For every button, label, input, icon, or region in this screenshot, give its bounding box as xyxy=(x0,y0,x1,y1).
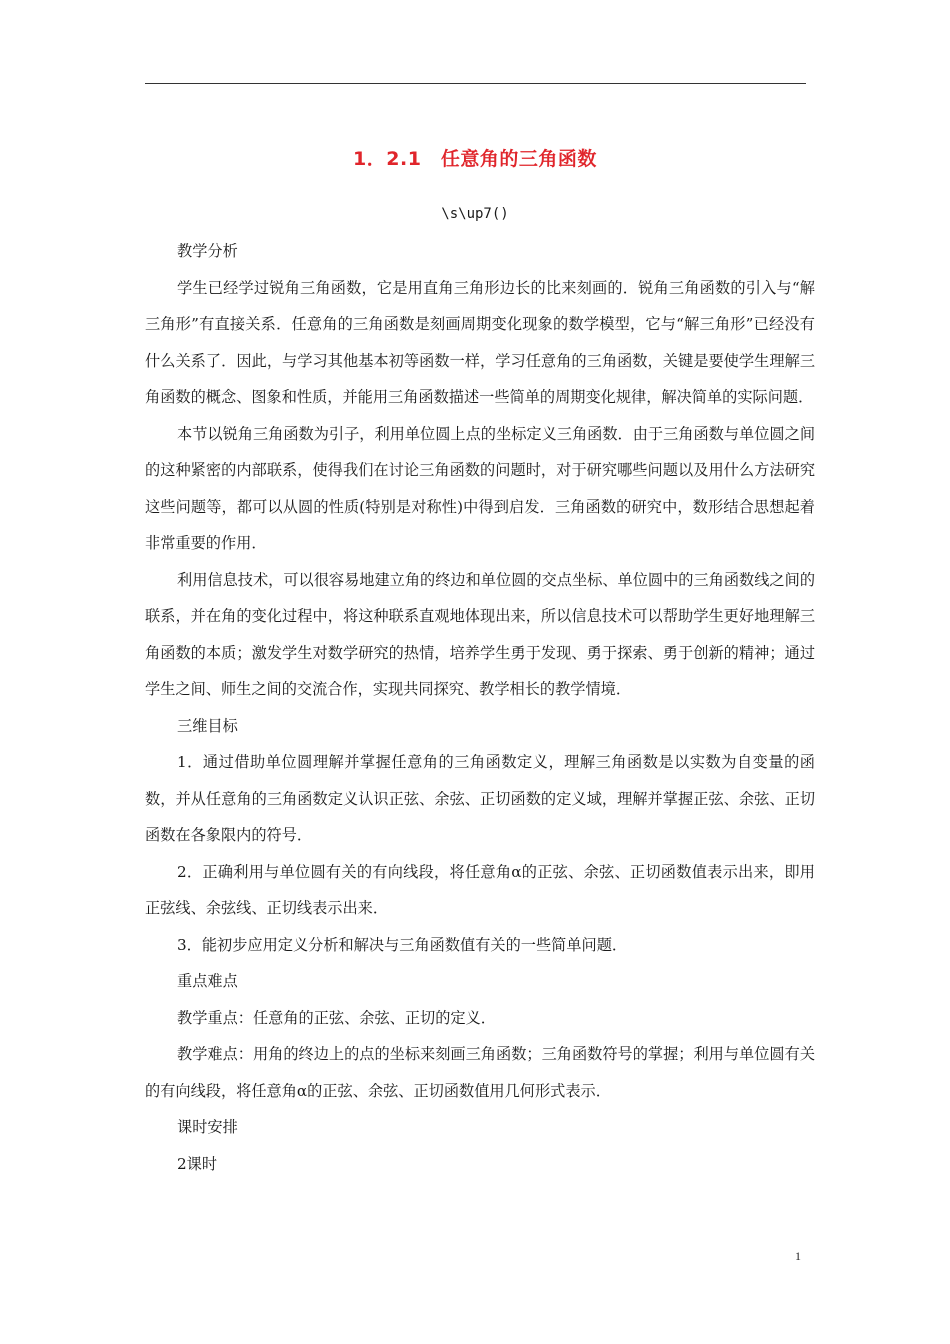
key-difficult-heading: 重点难点 xyxy=(177,972,238,990)
header-rule xyxy=(145,83,806,84)
document-body xyxy=(145,233,815,1182)
field-code-text: \s\up7() xyxy=(441,206,509,222)
analysis-paragraph-3: 利用信息技术，可以很容易地建立角的终边和单位圆的交点坐标、单位圆中的三角函数线之间的联系，并在角的变化过程中，将这种联系直观地体现出来，所以信息技术可以帮助学生更好地理解三角函数的本质；激发学生对数学研究的热情，培养学生勇于发现、勇于探索、勇于创新的精神；通过学生之间、师生之间的交流合作，实现共同探究、教学相长的教学情境． xyxy=(145,570,815,698)
goal-item-3: 3．能初步应用定义分析和解决与三角函数值有关的一些简单问题． xyxy=(177,935,628,954)
goal-item-2: 2．正确利用与单位圆有关的有向线段，将任意角α的正弦、余弦、正切函数值表示出来，即用正弦线、余弦线、正切线表示出来． xyxy=(145,862,815,917)
key-point: 教学重点：任意角的正弦、余弦、正切的定义． xyxy=(177,1008,496,1027)
goals-heading: 三维目标 xyxy=(177,716,238,735)
analysis-paragraph-2: 本节以锐角三角函数为引子，利用单位圆上点的坐标定义三角函数．由于三角函数与单位圆之间的这种紧密的内部联系，使得我们在讨论三角函数的问题时，对于研究哪些问题以及用什么方法研究这些问题等，都可以从圆的性质(特别是对称性)中得到启发．三角函数的研究中，数形结合思想起着非常重要的作用． xyxy=(145,424,815,552)
schedule-heading: 课时安排 xyxy=(177,1118,238,1136)
schedule-value: 2课时 xyxy=(177,1154,218,1173)
goal-item-1: 1．通过借助单位圆理解并掌握任意角的三角函数定义，理解三角函数是以实数为自变量的函数，并从任意角的三角函数定义认识正弦、余弦、正切函数的定义域，理解并掌握正弦、余弦、正切函数在各象限内的符号． xyxy=(145,753,815,844)
difficult-point: 教学难点：用角的终边上的点的坐标来刻画三角函数；三角函数符号的掌握；利用与单位圆有关的有向线段，将任意角α的正弦、余弦、正切函数值用几何形式表示． xyxy=(145,1045,815,1100)
analysis-heading: 教学分析 xyxy=(177,242,238,260)
analysis-paragraph-1: 学生已经学过锐角三角函数，它是用直角三角形边长的比来刻画的．锐角三角函数的引入与“解三角形”有直接关系．任意角的三角函数是刻画周期变化现象的数学模型，它与“解三角形”已经没有什么关系了．因此，与学习其他基本初等函数一样，学习任意角的三角函数，关键是要使学生理解三角函数的概念、图象和性质，并能用三角函数描述一些简单的周期变化规律，解决简单的实际问题． xyxy=(145,278,815,406)
page-number: 1 xyxy=(795,1249,801,1263)
document-title: 1．2.1 任意角的三角函数 xyxy=(353,148,597,170)
